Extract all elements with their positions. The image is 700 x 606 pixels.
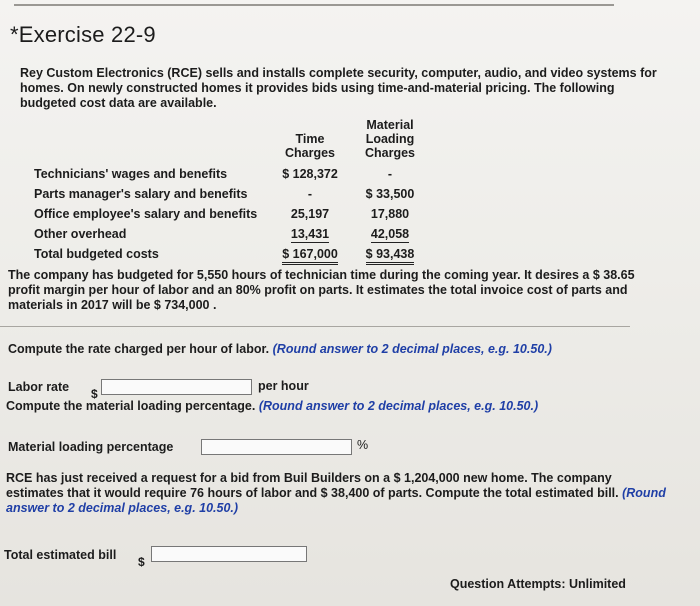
row-label: Parts manager's salary and benefits [34,187,248,201]
time-value: 25,197 [290,207,330,221]
total-bill-label: Total estimated bill [4,548,117,562]
table-row-total [30,244,430,264]
col-time-header: Time Charges [284,132,336,160]
q3-hint: (Round answer to 2 decimal places, e.g. 10.50.) [6,486,666,515]
time-value: $ 128,372 [282,167,338,181]
time-value: - [307,187,313,201]
cost-table-header [30,118,430,164]
budget-text: The company has budgeted for 5,550 hours of technician time during the coming year. It desires a $ 38.65 profit margin per hour of labor and an 80% profit on parts. It estimates the total invoice cost of parts and materials in 2017 will be $ 734,000 . [8,268,635,312]
row-label: Other overhead [34,227,127,241]
row-label: Office employee's salary and benefits [34,207,258,221]
cost-table [30,118,430,264]
q3-prompt-text: RCE has just received a request for a bid from Buil Builders on a $ 1,204,000 new home. The company estimates that it would require 76 hours of labor and $ 38,400 of parts. Compute the total estimated bill. [6,471,619,500]
material-loading-label: Material loading percentage [8,440,174,454]
exercise-intro: Rey Custom Electronics (RCE) sells and installs complete security, computer, audio, and video systems for homes. On newly constructed homes it provides bids using time-and-material pricing. The following budgeted cost data are available. [20,66,657,110]
labor-rate-label: Labor rate [8,380,70,394]
q2-prompt [6,399,538,413]
time-total: $ 167,000 [282,247,338,265]
col-material-header: Material Loading Charges [364,118,416,160]
time-value: 13,431 [290,227,330,241]
top-divider [14,4,614,6]
labor-rate-suffix: per hour [258,379,309,393]
percent-suffix: % [357,438,369,452]
material-value: - [387,167,393,181]
material-value: $ 33,500 [365,187,415,201]
table-row [30,164,430,184]
q1-prompt-text: Compute the rate charged per hour of labor. [8,342,270,356]
q1-prompt [8,342,552,356]
row-label: Total budgeted costs [34,247,159,261]
material-value: 17,880 [370,207,410,221]
q2-prompt-text: Compute the material loading percentage. [6,399,256,413]
section-divider [0,326,630,327]
labor-rate-currency: $ [91,387,98,401]
total-bill-input[interactable] [151,546,307,562]
q3-prompt [6,471,666,516]
material-value: 42,058 [370,227,410,241]
labor-rate-input[interactable] [101,379,252,395]
exercise-title: *Exercise 22-9 [10,22,156,47]
q1-hint: (Round answer to 2 decimal places, e.g. 10.50.) [272,342,552,356]
question-attempts: Question Attempts: Unlimited [450,577,626,591]
table-row [30,224,430,244]
material-loading-input[interactable] [201,439,352,455]
material-total: $ 93,438 [366,247,415,265]
table-row [30,184,430,204]
table-row [30,204,430,224]
row-label: Technicians' wages and benefits [34,167,228,181]
total-bill-currency: $ [138,555,145,569]
q2-hint: (Round answer to 2 decimal places, e.g. 10.50.) [258,399,539,413]
